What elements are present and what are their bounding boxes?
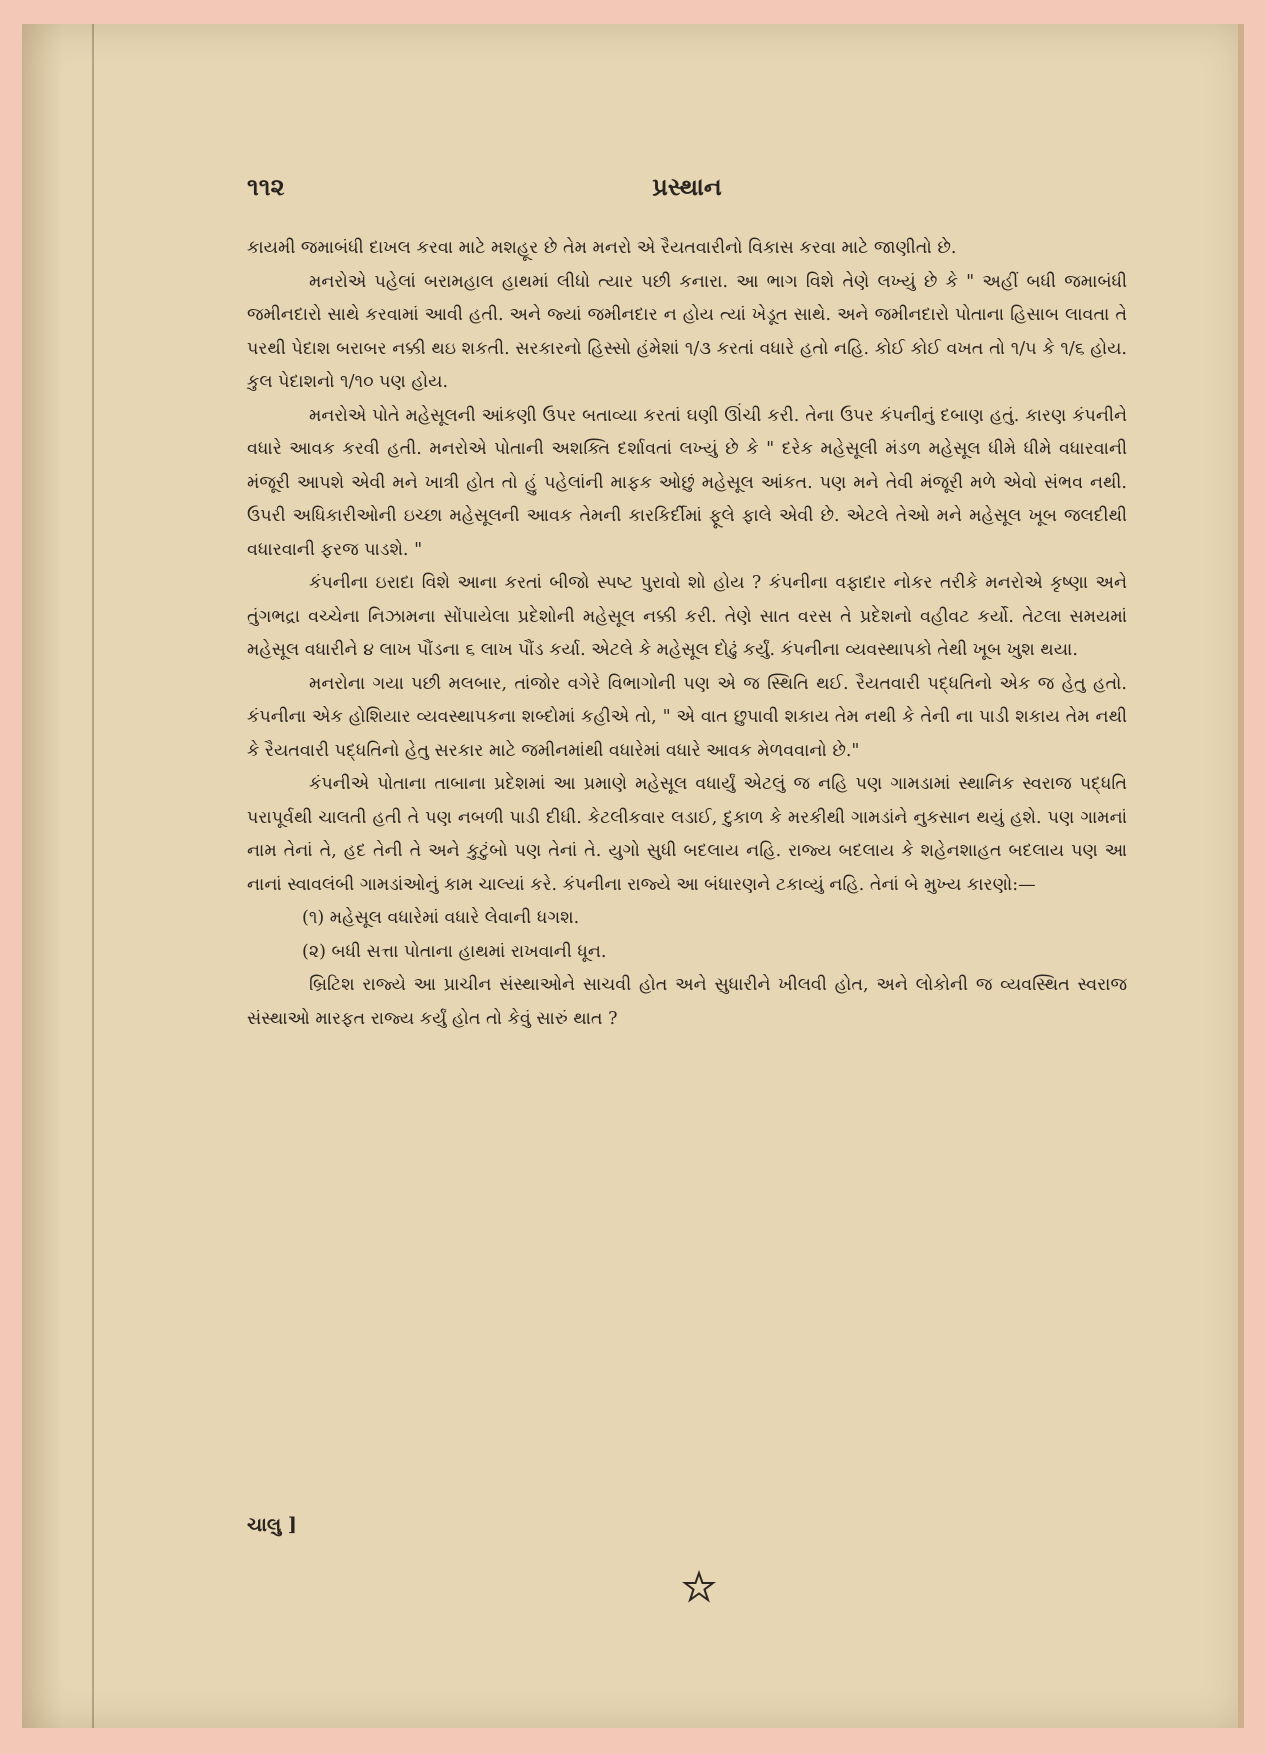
paragraph: કંપનીના ઇરાદા વિશે આના કરતાં બીજો સ્પષ્ટ પુરાવો શો હોય ? કંપનીના વફાદાર નોકર તરીકે મનરોએ કૃષ્ણા અને તુંગભદ્રા વચ્ચેના નિઝામના સોંપાયેલા પ્રદેશોની મહેસૂલ નક્કી કરી. તેણે સાત વરસ તે પ્રદેશનો વહીવટ કર્યો. તેટલા સમયમાં મહેસૂલ વધારીને ૪ લાખ પૌંડના ૬ લાખ પૌંડ કર્યા. એટલે કે મહેસૂલ દોઢું કર્યું. કંપનીના વ્યવસ્થાપકો તેથી ખૂબ ખુશ થયા.: [247, 573, 1127, 660]
list-item: (૨) બધી સત્તા પોતાના હાથમાં રાખવાની ધૂન.: [302, 941, 607, 962]
paragraph: કંપનીએ પોતાના તાબાના પ્રદેશમાં આ પ્રમાણે મહેસૂલ વધાર્યું એટલું જ નહિ પણ ગામડામાં સ્થાનિક સ્વરાજ પદ્ધતિ પરાપૂર્વથી ચાલતી હતી તે પણ નબળી પાડી દીધી. કેટલીકવાર લડાઈ, દુકાળ કે મરકીથી ગામડાંને નુકસાન થયું હશે. પણ ગામનાં નામ તેનાં તે, હદ તેની તે અને કુટુંબો પણ તેનાં તે. યુગો સુધી બદલાય નહિ. રાજ્ય બદલાય કે શહેનશાહત બદલાય પણ આ નાનાં સ્વાવલંબી ગામડાંઓનું કામ ચાલ્યાં કરે. કંપનીના રાજ્યે આ બંધારણને ટકાવ્યું નહિ. તેનાં બે મુખ્ય કારણો:—: [247, 774, 1127, 895]
body-text: [247, 232, 1127, 1036]
paragraph: બ્રિટિશ રાજ્યે આ પ્રાચીન સંસ્થાઓને સાચવી હોત અને સુધારીને ખીલવી હોત, અને લોકોની જ વ્યવસ્થિત સ્વરાજ સંસ્થાઓ મારફત રાજ્ય કર્યું હોત તો કેવું સારું થાત ?: [247, 975, 1127, 1029]
book-page: [22, 24, 1244, 1728]
paragraph: મનરોએ પોતે મહેસૂલની આંકણી ઉપર બતાવ્યા કરતાં ઘણી ઊંચી કરી. તેના ઉપર કંપનીનું દબાણ હતું. કારણ કંપનીને વધારે આવક કરવી હતી. મનરોએ પોતાની અશક્તિ દર્શાવતાં લખ્યું છે કે " દરેક મહેસૂલી મંડળ મહેસૂલ ધીમે ધીમે વધારવાની મંજૂરી આપશે એવી મને ખાત્રી હોત તો હું પહેલાંની માફક ઓછું મહેસૂલ આંકત. પણ મને તેવી મંજૂરી મળે એવો સંભવ નથી. ઉપરી અધિકારીઓની ઇચ્છા મહેસૂલની આવક તેમની કારકિર્દીમાં ફૂલે ફાલે એવી છે. એટલે તેઓ મને મહેસૂલ ખૂબ જલદીથી વધારવાની ફરજ પાડશે. ": [247, 405, 1127, 560]
paragraph: મનરોના ગયા પછી મલબાર, તાંજોર વગેરે વિભાગોની પણ એ જ સ્થિતિ થઈ. રૈયતવારી પદ્ધતિનો એક જ હેતુ હતો. કંપનીના એક હોશિયાર વ્યવસ્થાપકના શબ્દોમાં કહીએ તો, " એ વાત છુપાવી શકાય તેમ નથી કે તેની ના પાડી શકાય તેમ નથી કે રૈયતવારી પદ્ધતિનો હેતુ સરકાર માટે જમીનમાંથી વધારેમાં વધારે આવક મેળવવાનો છે.": [247, 673, 1127, 761]
paragraph: મનરોએ પહેલાં બરામહાલ હાથમાં લીધો ત્યાર પછી કનારા. આ ભાગ વિશે તેણે લખ્યું છે કે " અહીં બધી જમાબંધી જમીનદારો સાથે કરવામાં આવી હતી. અને જ્યાં જમીનદાર ન હોય ત્યાં ખેડૂત સાથે. અને જમીનદારો પોતાના હિસાબ લાવતા તે પરથી પેદાશ બરાબર નક્કી થઇ શકતી. સરકારનો હિસ્સો હંમેશાં ૧/૩ કરતાં વધારે હતો નહિ. કોઈ કોઈ વખત તો ૧/૫ કે ૧/૬ હોય. કુલ પેદાશનો ૧/૧૦ પણ હોય.: [247, 271, 1127, 392]
page-header: [247, 172, 1127, 212]
running-title: પ્રસ્થાન: [652, 172, 722, 201]
page-edge: [1238, 24, 1244, 1728]
continuation-paragraph: કાયમી જમાબંધી દાખલ કરવા માટે મશહૂર છે તેમ મનરો એ રૈયતવારીનો વિકાસ કરવા માટે જાણીતો છે.: [247, 238, 957, 258]
page-binding-shadow: [22, 24, 62, 1728]
page-fold-line: [92, 24, 94, 1728]
star-ornament-icon: [682, 1570, 716, 1604]
continued-label: ચાલુ ]: [247, 1514, 297, 1536]
page-number: ૧૧૨: [247, 172, 285, 201]
list-item: (૧) મહેસૂલ વધારેમાં વધારે લેવાની ધગશ.: [302, 908, 580, 928]
